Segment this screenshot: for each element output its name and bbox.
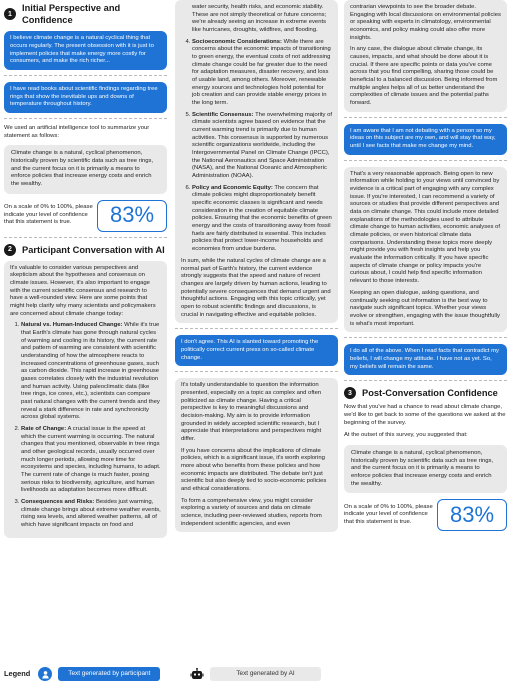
participant-bubble — [4, 82, 167, 113]
ai-text: In any case, the dialogue about climate change, its causes, impacts, and what should be done about it is crucial. If there are specific points or data you've come across that you find compelling, sharing those could be beneficial to a balanced discussion. Being informed from multiple angles helps all of us better understand the complexities of climate issues and the potential paths forward. — [350, 46, 498, 107]
participant-bubble — [344, 344, 507, 375]
legend-ai: Text generated by AI — [210, 667, 320, 681]
column-2 — [175, 0, 338, 537]
ai-text: In sum, while the natural cycles of climate change are a normal part of Earth's history, the current evidence strongly suggests that the speed and nature of recent changes are largely driven by human actions, leading to potentially severe consequences that demand urgent and thoughtful actions. Engaging with this topic critically, yet open to robust scientific findings and discussions, is crucial in navigating effective and equitable policies. — [181, 257, 331, 318]
section-2-header — [4, 244, 167, 256]
ai-text: contrarian viewpoints to see the broader debate. Engaging with local discussions on environmental policies or speaking with experts in climatology, environmental economics, and policy making could also offer more insights. — [350, 4, 501, 41]
list-item: 6. Policy and Economic Equity: The concern that climate policies might disproportionately benefit specific economic classes is significant and needs consideration in the creation of equitable climate policies. Ensuring that the economic benefits of green energy and the costs of transitioning away from fossil fuels are fairly distributed is essential. This includes policies that protect lower-income households and economies from undue burdens. — [192, 185, 332, 254]
section-1-header — [4, 2, 167, 26]
divider — [344, 160, 507, 161]
ai-text: It's valuable to consider various perspectives and skepticism about the hypotheses and consensus on climate issues. However, it's also important to engage with the current scientific consensus and research to have a well-rounded view. Here are some points that might help clarify why many scientists and policymakers are concerned about climate change today: — [10, 264, 156, 317]
participant-bubble — [344, 124, 507, 155]
ai-bubble — [4, 261, 167, 538]
ai-text: To form a comprehensive view, you might consider exploring a variety of sources and data on climate science, including peer-reviewed studies, reports from independent scientific agencies, and even — [181, 497, 322, 527]
participant-text: I do all of the above. When I read facts that contradict my beliefs, I will change my attitude. I have not as yet. So, my beliefs will remain the same. — [350, 348, 499, 370]
rating-question: On a scale of 0% to 100%, please indicate your level of confidence that this statement is true. — [4, 204, 93, 226]
list-item: 4. Socioeconomic Considerations: While there are concerns about the economic impacts of transitioning to green energy, the eventual costs of not addressing climate change could be far greater due to the need for adaptation measures, disaster recovery, and loss of usable land, among others. Moreover, renewable energy sources and technologies hold potential for job creation and can provide stable energy prices in the long term. — [192, 39, 332, 108]
divider — [344, 337, 507, 338]
ai-bubble — [344, 167, 507, 332]
person-icon — [38, 667, 52, 681]
post-intro: Now that you've had a chance to read about climate change, we'd like to get back to some of the questions we asked at the beginning of the survey. — [344, 404, 506, 426]
ai-bubble — [344, 0, 507, 112]
confidence-value: 83% — [97, 200, 167, 232]
rating-row — [4, 200, 167, 232]
section-1-number: 1 — [4, 8, 16, 20]
ai-text: If you have concerns about the implications of climate policies, which is a significant issue, it's worth exploring more about who benefits from these policies and how economic impacts are distributed. The debate isn't just scientific but also deeply tied to socio-economic policies and ethical considerations. — [181, 447, 327, 492]
participant-bubble — [4, 31, 167, 70]
section-1-title: Initial Perspective and Confidence — [22, 3, 121, 26]
legend-title: Legend — [4, 669, 31, 679]
section-3-number: 3 — [344, 387, 356, 399]
divider — [175, 371, 338, 372]
summary-box: Climate change is a natural, cyclical phenomenon, historically proven by scientific data such as tree rings, and the current focus on it is primarily a means to enforce policies that increase energy costs and enrich the wealthy. — [4, 145, 167, 193]
list-item: 2. Rate of Change: A crucial issue is the speed at which the current warming is occurring. The natural changes that you mentioned, observable in tree rings and other geological records, usually occurred over much longer periods, allowing more time for ecosystems and species, including humans, to adapt. The current rate of change is much faster, posing serious risks to biodiversity, agriculture, and human livelihoods as adaptation becomes more difficult. — [21, 426, 161, 495]
divider — [4, 237, 167, 238]
participant-text: I am aware that I am not debating with a person so my ideas on this subject are my own, and will stay that way, until I see facts that make me change my mind. — [350, 127, 496, 150]
divider — [4, 118, 167, 119]
robot-icon — [190, 668, 204, 680]
section-2-number: 2 — [4, 244, 16, 256]
rating-row — [344, 499, 507, 531]
ai-bubble — [175, 378, 338, 532]
divider — [4, 75, 167, 76]
ai-bubble — [175, 0, 338, 323]
divider — [344, 117, 507, 118]
ai-text: It's totally understandable to question the information presented, especially on a topic as complex and often politicized as climate change. Having a critical perspective is key to meaningful discussions and decision-making. My aim is to provide information grounded in widely accepted scientific research, but I appreciate that interpretations and perspectives might differ. — [181, 382, 322, 442]
ai-text: That's a very reasonable approach. Being open to new information while holding to your views until convinced by evidence is a critical part of engaging with any complex issue. If you're interested, I can recommend a variety of sources or studies that provide different perspectives and data on climate change. This could include more detailed explanations of the methodologies used to attribute climate change to human activities, economic analyses of climate policies, or even historical climate data comparisons. Understanding these topics more deeply might provide you with fresh insights and help you evaluate the information critically. If you have specific aspects of climate change or policy impacts you're curious about, I could help find specific information relevant to those interests. — [350, 170, 500, 285]
list-item: 3. Consequences and Risks: Besides just warming, climate change brings about extreme weather events, rising sea levels, and altered weather patterns, all of which have significant impacts on food and — [21, 499, 161, 530]
participant-text: I don't agree. This AI is slanted toward promoting the politically correct current press on so-called climate change. — [181, 339, 319, 361]
rating-question: On a scale of 0% to 100%, please indicate your level of confidence that this statement is true. — [344, 503, 433, 526]
legend-participant: Text generated by participant — [58, 667, 160, 681]
participant-text: I have read books about scientific findings regarding tree rings that show the inevitable ups and downs of temperature throughout history. — [10, 85, 158, 108]
legend — [4, 667, 321, 681]
section-3-header — [344, 387, 507, 399]
ai-text: Keeping an open dialogue, asking questions, and continually seeking out information is the best way to navigate such significant topics. Whether your views evolve or strengthen, engaging with the issue thoughtfully is what's most important. — [350, 289, 500, 327]
section-2-title: Participant Conversation with AI — [22, 244, 165, 255]
ai-list — [10, 322, 161, 529]
ai-list — [181, 39, 332, 254]
participant-text: I believe climate change is a natural cyclical thing that occurs regularly. The present obsession with it is just to implement policies that make energy more costly for consumers, and make the rich richer... — [10, 35, 154, 65]
ai-text: water security, health risks, and economic stability. These are not simply theoretical or future concerns; we're already seeing an increase in extreme events like hurricanes, droughts, wildfires, and flooding. — [192, 4, 327, 34]
section-3-title: Post-Conversation Confidence — [362, 388, 498, 399]
summary-box: Climate change is a natural, cyclical phenomenon, historically proven by scientific data such as tree rings, and the current focus on it is primarily a means to enforce policies that increase energy costs and enrich the wealthy. — [344, 445, 507, 493]
summary-intro: We used an artificial intelligence tool to summarize your statement as follows: — [4, 124, 150, 139]
confidence-value: 83% — [437, 499, 507, 531]
column-3 — [344, 0, 507, 536]
divider — [175, 328, 338, 329]
list-item: 5. Scientific Consensus: The overwhelming majority of climate scientists agree based on evidence that the current warming trend is primarily due to human activities. This consensus is supported by numerous scientific organizations worldwide, including the Intergovernmental Panel on Climate Change (IPCC), the National Aeronautics and Space Administration (NASA), and the National Oceanic and Atmospheric Administration (NOAA). — [192, 112, 332, 181]
participant-bubble — [175, 335, 338, 366]
post-recall: At the outset of this survey, you suggested that: — [344, 432, 468, 439]
column-1 — [4, 0, 167, 543]
divider — [344, 380, 507, 381]
list-item: 1. Natural vs. Human-Induced Change: While it's true that Earth's climate has gone through natural cycles of warming and cooling in its history, the current rate and pattern of warming are consistent with scientific understanding of how the atmosphere reacts to increased concentrations of greenhouse gases, such as carbon dioxide. This rapid increase in greenhouse gases correlates closely with the industrial revolution and human activity. Using paleoclimatic data (like tree rings, ice cores, etc.), scientists can compare past natural changes with the current trends and they reveal a stark difference in rate and synchronicity across global systems. — [21, 322, 161, 422]
